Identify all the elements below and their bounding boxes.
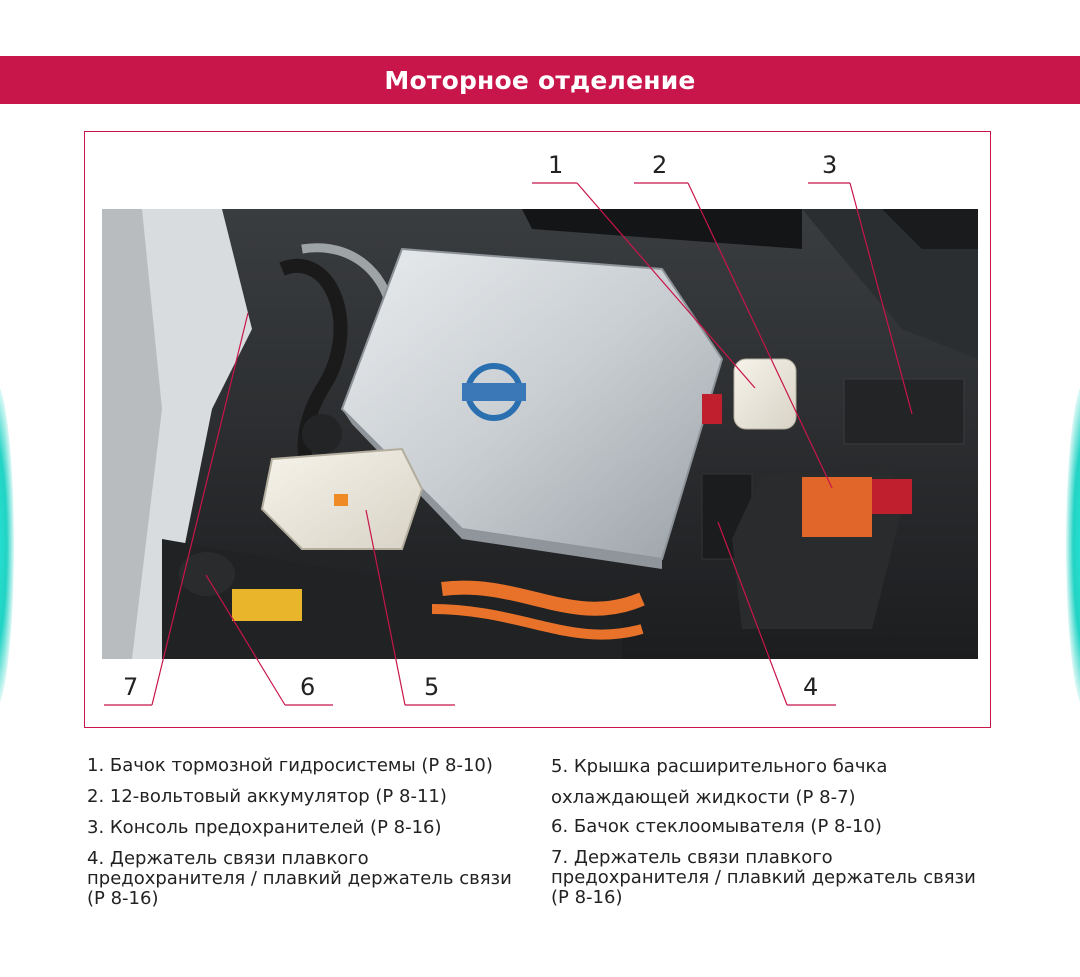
callout-number-1: 1 [548, 151, 564, 179]
right-decorative-glow [1066, 380, 1080, 710]
page-title: Моторное отделение [384, 65, 696, 95]
legend-item: 6. Бачок стеклоомывателя (P 8-10) [551, 816, 882, 837]
title-banner [0, 56, 1080, 104]
callout-number-4: 4 [803, 673, 819, 701]
legend-right-column [551, 756, 991, 919]
legend-item: 5. Крышка расширительного бачка охлаждающей жидкости (P 8-7) [551, 756, 888, 808]
engine-bay-photo [102, 209, 978, 659]
legend-item: 3. Консоль предохранителей (P 8-16) [87, 817, 442, 838]
callout-number-6: 6 [300, 673, 316, 701]
legend-item: 1. Бачок тормозной гидросистемы (P 8-10) [87, 755, 493, 776]
callout-number-3: 3 [822, 151, 838, 179]
legend-item: 4. Держатель связи плавкого предохранителя / плавкий держатель связи (P 8-16) [87, 848, 512, 909]
legend-left-column [87, 756, 517, 920]
legend-item: 2. 12-вольтовый аккумулятор (P 8-11) [87, 786, 447, 807]
callout-number-5: 5 [424, 673, 440, 701]
left-decorative-glow [0, 380, 14, 710]
legend-item: 7. Держатель связи плавкого предохранителя / плавкий держатель связи (P 8-16) [551, 847, 976, 908]
callout-number-7: 7 [123, 673, 139, 701]
engine-bay-illustration [102, 209, 978, 659]
callout-number-2: 2 [652, 151, 668, 179]
